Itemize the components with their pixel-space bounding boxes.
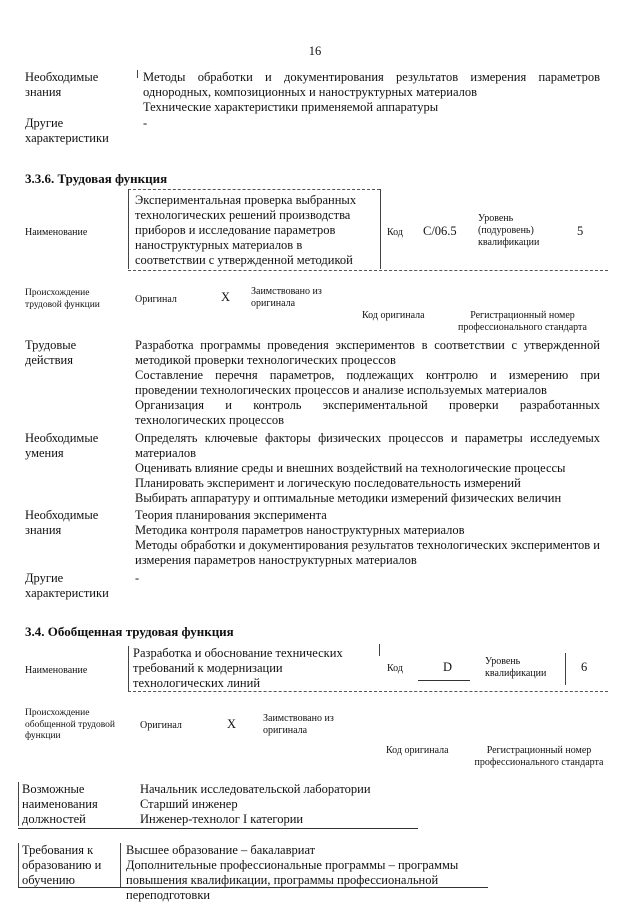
- skill-item: Определять ключевые факторы физических процессов и параметры исследуемых материалов: [135, 431, 600, 460]
- original-mark-336: Х: [221, 290, 231, 304]
- code-value-336: С/06.5: [423, 224, 457, 238]
- education-item: Дополнительные профессиональные программы – программы повышения квалификации, программы профессиональной переподготовки: [126, 858, 459, 902]
- section-heading-34: 3.4. Обобщенная трудовая функция: [25, 624, 234, 639]
- reg-number-label-336: Регистрационный номер профессионального стандарта: [458, 310, 587, 333]
- skill-item: Выбирать аппаратуру и оптимальные методики измерений физических величин: [135, 491, 562, 505]
- education-box-bottom: [18, 887, 488, 888]
- knowledge-item: Теория планирования эксперимента: [135, 508, 327, 522]
- education-box-divider: [120, 843, 121, 887]
- level-value-336: 5: [577, 224, 584, 238]
- code-value-34: D: [443, 660, 453, 674]
- other-value-top: -: [143, 116, 148, 130]
- level-box-left-34: [565, 653, 566, 685]
- code-label-336: Код: [387, 227, 403, 238]
- section-heading-336: 3.3.6. Трудовая функция: [25, 171, 168, 186]
- bracket-mark: [137, 70, 138, 78]
- knowledge-list-top: [143, 70, 600, 115]
- reg-number-label-34: Регистрационный номер профессионального стандарта: [474, 745, 604, 768]
- name-box-left-34: [128, 646, 129, 692]
- code-underline-34: [418, 680, 470, 681]
- knowledge-item: Методы обработки и документирования результатов технологических экспериментов и измерения параметров наноструктурных материалов: [135, 538, 600, 567]
- knowledge-item: Методы обработки и документирования результатов измерения параметров однородных, композиционных и наноструктурных материалов: [143, 70, 600, 99]
- other-value-336: -: [135, 571, 140, 585]
- original-label-34: Оригинал: [140, 720, 182, 731]
- position-item: Начальник исследовательской лаборатории: [140, 782, 371, 796]
- other-label-336: Другие характеристики: [25, 571, 109, 600]
- action-item: Составление перечня параметров, подлежащих контролю и измерению при проведении технологических процессов и анализе используемых материалов: [135, 368, 600, 397]
- name-label-336: Наименование: [25, 227, 88, 238]
- level-label-34: Уровень квалификации: [485, 656, 547, 679]
- page-number: 16: [308, 44, 322, 58]
- code-label-34: Код: [387, 663, 403, 674]
- name-box-bottom-34: [128, 691, 608, 692]
- original-mark-34: Х: [227, 717, 237, 731]
- original-label-336: Оригинал: [135, 294, 177, 305]
- origin-label-336: Происхождение трудовой функции: [25, 288, 100, 310]
- skill-item: Планировать эксперимент и логическую последовательность измерений: [135, 476, 521, 490]
- name-value-34: Разработка и обоснование технических требований к модернизации технологических линий: [133, 646, 343, 690]
- education-label-34: Требования к образованию и обучению: [22, 843, 102, 887]
- knowledge-item: Технические характеристики применяемой аппаратуры: [143, 100, 439, 114]
- education-box-left: [18, 843, 19, 887]
- name-box-top: [128, 189, 380, 190]
- name-box-left: [128, 189, 129, 269]
- education-list-34: [126, 843, 506, 903]
- positions-box-bottom: [18, 828, 418, 829]
- skills-list-336: [135, 431, 600, 506]
- knowledge-label-top: Необходимые знания: [25, 70, 99, 99]
- actions-label-336: Трудовые действия: [25, 338, 77, 367]
- action-item: Разработка программы проведения экспериментов в соответствии с утвержденной методикой проверки технологических процессов: [135, 338, 600, 367]
- knowledge-item: Методика контроля параметров наноструктурных материалов: [135, 523, 465, 537]
- borrowed-label-34: Заимствовано из оригинала: [263, 713, 334, 736]
- name-label-34: Наименование: [25, 665, 88, 676]
- other-label-top: Другие характеристики: [25, 116, 109, 145]
- code-original-label-336: Код оригинала: [362, 310, 425, 321]
- name-box-bottom: [128, 270, 608, 271]
- positions-list-34: [140, 782, 560, 827]
- skill-item: Оценивать влияние среды и внешних воздействий на технологические процессы: [135, 461, 566, 475]
- borrowed-label-336: Заимствовано из оригинала: [251, 286, 322, 309]
- name-box-mark-34: [379, 644, 380, 656]
- position-item: Инженер-технолог I категории: [140, 812, 304, 826]
- origin-label-34: Происхождение обобщенной трудовой функции: [25, 708, 115, 741]
- skills-label-336: Необходимые умения: [25, 431, 99, 460]
- action-item: Организация и контроль экспериментальной проверки разработанных технологических процессов: [135, 398, 600, 427]
- education-item: Высшее образование – бакалавриат: [126, 843, 316, 857]
- actions-list-336: [135, 338, 600, 428]
- position-item: Старший инженер: [140, 797, 238, 811]
- knowledge-list-336: [135, 508, 600, 568]
- level-value-34: 6: [581, 660, 588, 674]
- name-value-336: Экспериментальная проверка выбранных технологических решений производства приборов и исследование параметров наноструктурных материалов в соответствии с утвержденной методикой: [135, 193, 357, 267]
- positions-box-left: [18, 782, 19, 826]
- level-label-336: Уровень (подуровень) квалификации: [478, 213, 540, 248]
- code-original-label-34: Код оригинала: [386, 745, 449, 756]
- knowledge-label-336: Необходимые знания: [25, 508, 99, 537]
- positions-label-34: Возможные наименования должностей: [22, 782, 98, 826]
- name-box-right: [380, 189, 381, 269]
